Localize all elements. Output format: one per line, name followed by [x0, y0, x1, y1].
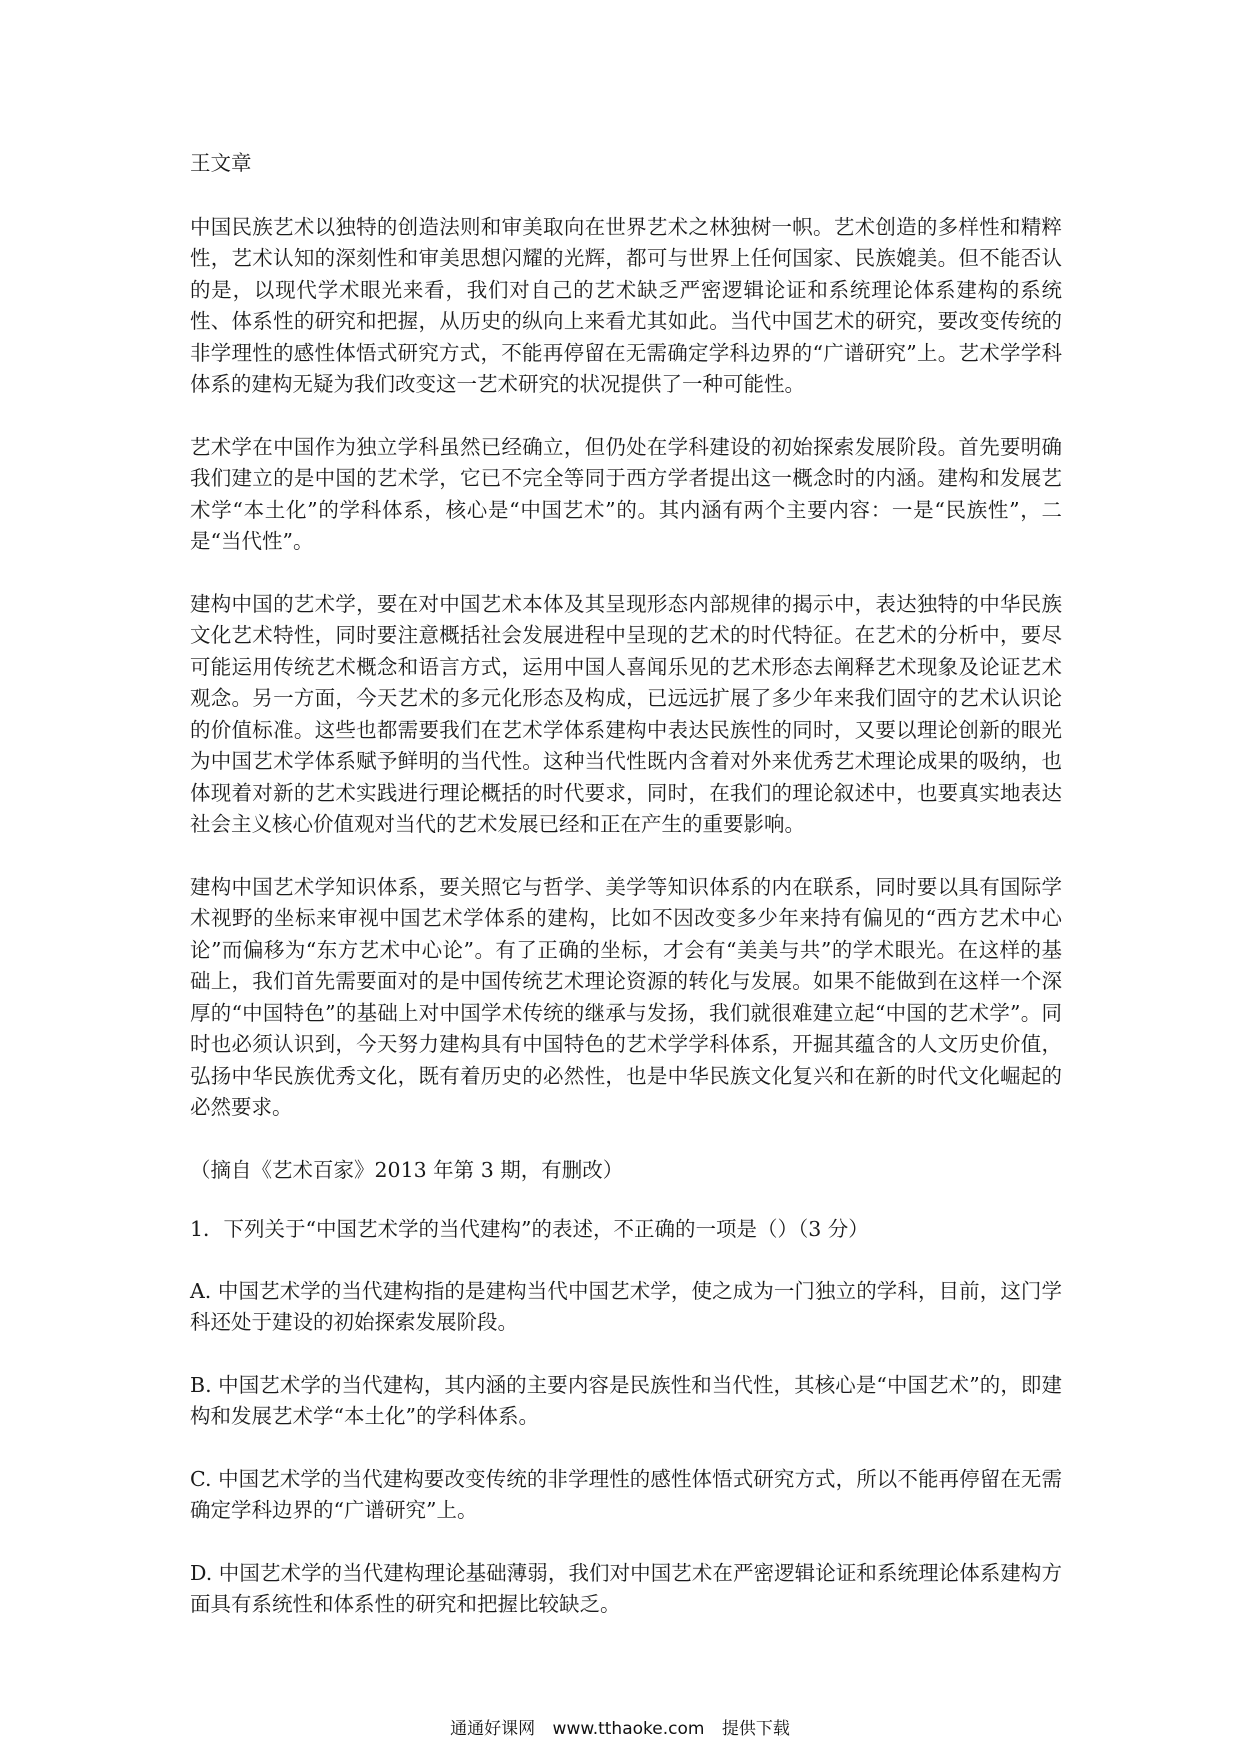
question-stem: 1．下列关于“中国艺术学的当代建构”的表述，不正确的一项是（）（3 分）: [190, 1217, 869, 1241]
article-paragraph-2: 艺术学在中国作为独立学科虽然已经确立，但仍处在学科建设的初始探索发展阶段。首先要明确我们建立的是中国的艺术学，它已不完全等同于西方学者提出这一概念时的内涵。建构和发展艺术学“本土化”的学科体系，核心是“中国艺术”的。其内涵有两个主要内容：一是“民族性”，二是“当代性”。: [190, 434, 1062, 553]
article-source: （摘自《艺术百家》2013 年第 3 期，有删改）: [190, 1157, 624, 1182]
page-footer: [0, 1714, 1240, 1739]
question-option-d: D. 中国艺术学的当代建构理论基础薄弱，我们对中国艺术在严密逻辑论证和系统理论体系建构方面具有系统性和体系性的研究和把握比较缺乏。: [190, 1560, 1062, 1616]
article-paragraph-1: 中国民族艺术以独特的创造法则和审美取向在世界艺术之林独树一帜。艺术创造的多样性和精粹性，艺术认知的深刻性和审美思想闪耀的光辉，都可与世界上任何国家、民族媲美。但不能否认的是，以现代学术眼光来看，我们对自己的艺术缺乏严密逻辑论证和系统理论体系建构的系统性、体系性的研究和把握，从历史的纵向上来看尤其如此。当代中国艺术的研究，要改变传统的非学理性的感性体悟式研究方式，不能再停留在无需确定学科边界的“广谱研究”上。艺术学学科体系的建构无疑为我们改变这一艺术研究的状况提供了一种可能性。: [190, 214, 1062, 396]
article-paragraph-3: 建构中国的艺术学，要在对中国艺术本体及其呈现形态内部规律的揭示中，表达独特的中华民族文化艺术特性，同时要注意概括社会发展进程中呈现的艺术的时代特征。在艺术的分析中，要尽可能运用传统艺术概念和语言方式，运用中国人喜闻乐见的艺术形态去阐释艺术现象及论证艺术观念。另一方面，今天艺术的多元化形态及构成，已远远扩展了多少年来我们固守的艺术认识论的价值标准。这些也都需要我们在艺术学体系建构中表达民族性的同时，又要以理论创新的眼光为中国艺术学体系赋予鲜明的当代性。这种当代性既内含着对外来优秀艺术理论成果的吸纳，也体现着对新的艺术实践进行理论概括的时代要求，同时，在我们的理论叙述中，也要真实地表达社会主义核心价值观对当代的艺术发展已经和正在产生的重要影响。: [190, 591, 1062, 836]
article-author: 王文章: [190, 151, 252, 175]
footer-url: www.tthaoke.com: [552, 1719, 705, 1739]
question-option-b: B. 中国艺术学的当代建构，其内涵的主要内容是民族性和当代性，其核心是“中国艺术”的，即建构和发展艺术学“本土化”的学科体系。: [190, 1372, 1062, 1428]
question-option-c: C. 中国艺术学的当代建构要改变传统的非学理性的感性体悟式研究方式，所以不能再停留在无需确定学科边界的“广谱研究”上。: [190, 1466, 1062, 1522]
footer-site-name: 通通好课网: [450, 1719, 536, 1739]
document-body: [190, 148, 1062, 1652]
article-paragraph-4: 建构中国艺术学知识体系，要关照它与哲学、美学等知识体系的内在联系，同时要以具有国际学术视野的坐标来审视中国艺术学体系的建构，比如不因改变多少年来持有偏见的“西方艺术中心论”而偏移为“东方艺术中心论”。有了正确的坐标，才会有“美美与共”的学术眼光。在这样的基础上，我们首先需要面对的是中国传统艺术理论资源的转化与发展。如果不能做到在这样一个深厚的“中国特色”的基础上对中国学术传统的继承与发扬，我们就很难建立起“中国的艺术学”。同时也必须认识到，今天努力建构具有中国特色的艺术学学科体系，开掘其蕴含的人文历史价值，弘扬中华民族优秀文化，既有着历史的必然性，也是中华民族文化复兴和在新的时代文化崛起的必然要求。: [190, 874, 1062, 1119]
question-option-a: A. 中国艺术学的当代建构指的是建构当代中国艺术学，使之成为一门独立的学科，目前，这门学科还处于建设的初始探索发展阶段。: [190, 1278, 1062, 1334]
footer-note: 提供下载: [721, 1719, 790, 1739]
